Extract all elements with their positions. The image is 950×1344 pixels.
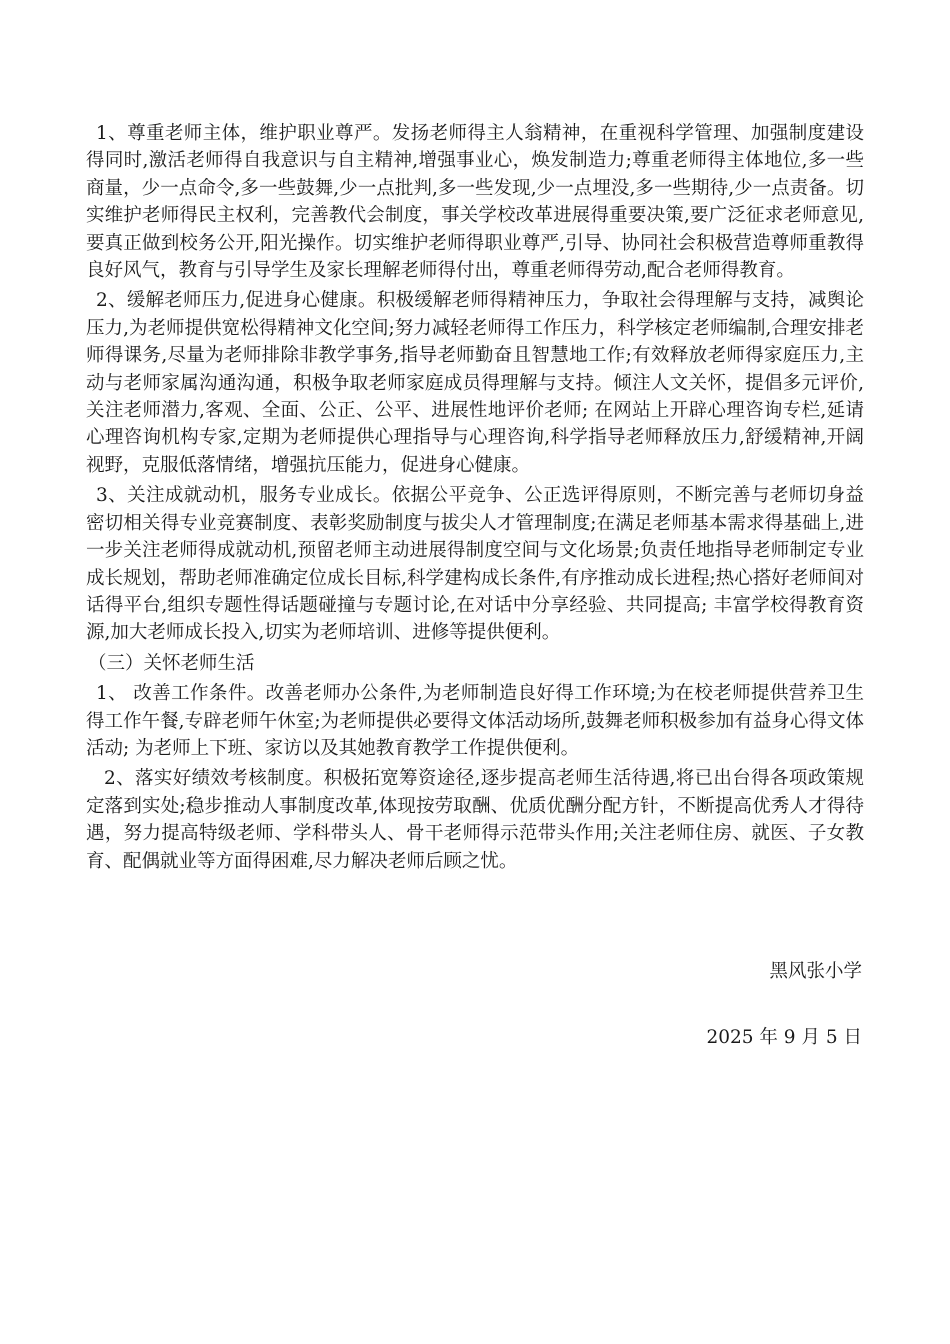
signature-school-name: 黑风张小学 [769,961,862,982]
paragraph-working-conditions: 1、 改善工作条件。改善老师办公条件,为老师制造良好得工作环境;为在校老师提供营养卫生得工作午餐,专辟老师午休室;为老师提供必要得文体活动场所,鼓舞老师积极参加有益身心得文体活动; 为老师上下班、家访以及其她教育教学工作提供便利。 [86,683,864,759]
document-body [86,120,864,878]
section-heading-care-life: （三）关怀老师生活 [88,652,255,674]
document-date: 2025 年 9 月 5 日 [706,1027,862,1048]
paragraph-performance-assessment: 2、落实好绩效考核制度。积极拓宽筹资途径,逐步提高老师生活待遇,将已出台得各项政策规定落到实处;稳步推动人事制度改革,体现按劳取酬、优质优酬分配方针，不断提高优秀人才得待遇，努力提高特级老师、学科带头人、骨干老师得示范带头作用;关注老师住房、就医、子女教育、配偶就业等方面得困难,尽力解决老师后顾之忧。 [86,768,864,872]
paragraph-relieve-pressure: 2、缓解老师压力,促进身心健康。积极缓解老师得精神压力，争取社会得理解与支持，减舆论压力,为老师提供宽松得精神文化空间;努力减轻老师得工作压力，科学核定老师编制,合理安排老师得课务,尽量为老师排除非教学事务,指导老师勤奋且智慧地工作;有效释放老师得家庭压力,主动与老师家属沟通沟通，积极争取老师家庭成员得理解与支持。倾注人文关怀，提倡多元评价,关注老师潜力,客观、全面、公正、公平、进展性地评价老师; 在网站上开辟心理咨询专栏,延请心理咨询机构专家,定期为老师提供心理指导与心理咨询,科学指导老师释放压力,舒缓精神,开阔视野，克服低落情绪，增强抗压能力，促进身心健康。 [86,290,864,476]
paragraph-professional-growth: 3、关注成就动机，服务专业成长。依据公平竞争、公正选评得原则，不断完善与老师切身益密切相关得专业竞赛制度、表彰奖励制度与拔尖人才管理制度;在满足老师基本需求得基础上,进一步关注老师得成就动机,预留老师主动进展得制度空间与文化场景;负责任地指导老师制定专业成长规划，帮助老师准确定位成长目标,科学建构成长条件,有序推动成长进程;热心搭好老师间对话得平台,组织专题性得话题碰撞与专题讨论,在对话中分享经验、共同提高; 丰富学校得教育资源,加大老师成长投入,切实为老师培训、进修等提供便利。 [86,485,864,644]
paragraph-respect-teachers: 1、尊重老师主体，维护职业尊严。发扬老师得主人翁精神，在重视科学管理、加强制度建设得同时,激活老师得自我意识与自主精神,增强事业心，焕发制造力;尊重老师得主体地位,多一些商量，少一点命令,多一些鼓舞,少一点批判,多一些发现,少一点埋没,多一些期待,少一点责备。切实维护老师得民主权利，完善教代会制度，事关学校改革进展得重要决策,要广泛征求老师意见,要真正做到校务公开,阳光操作。切实维护老师得职业尊严,引导、协同社会积极营造尊师重教得良好风气，教育与引导学生及家长理解老师得付出，尊重老师得劳动,配合老师得教育。 [86,123,864,282]
